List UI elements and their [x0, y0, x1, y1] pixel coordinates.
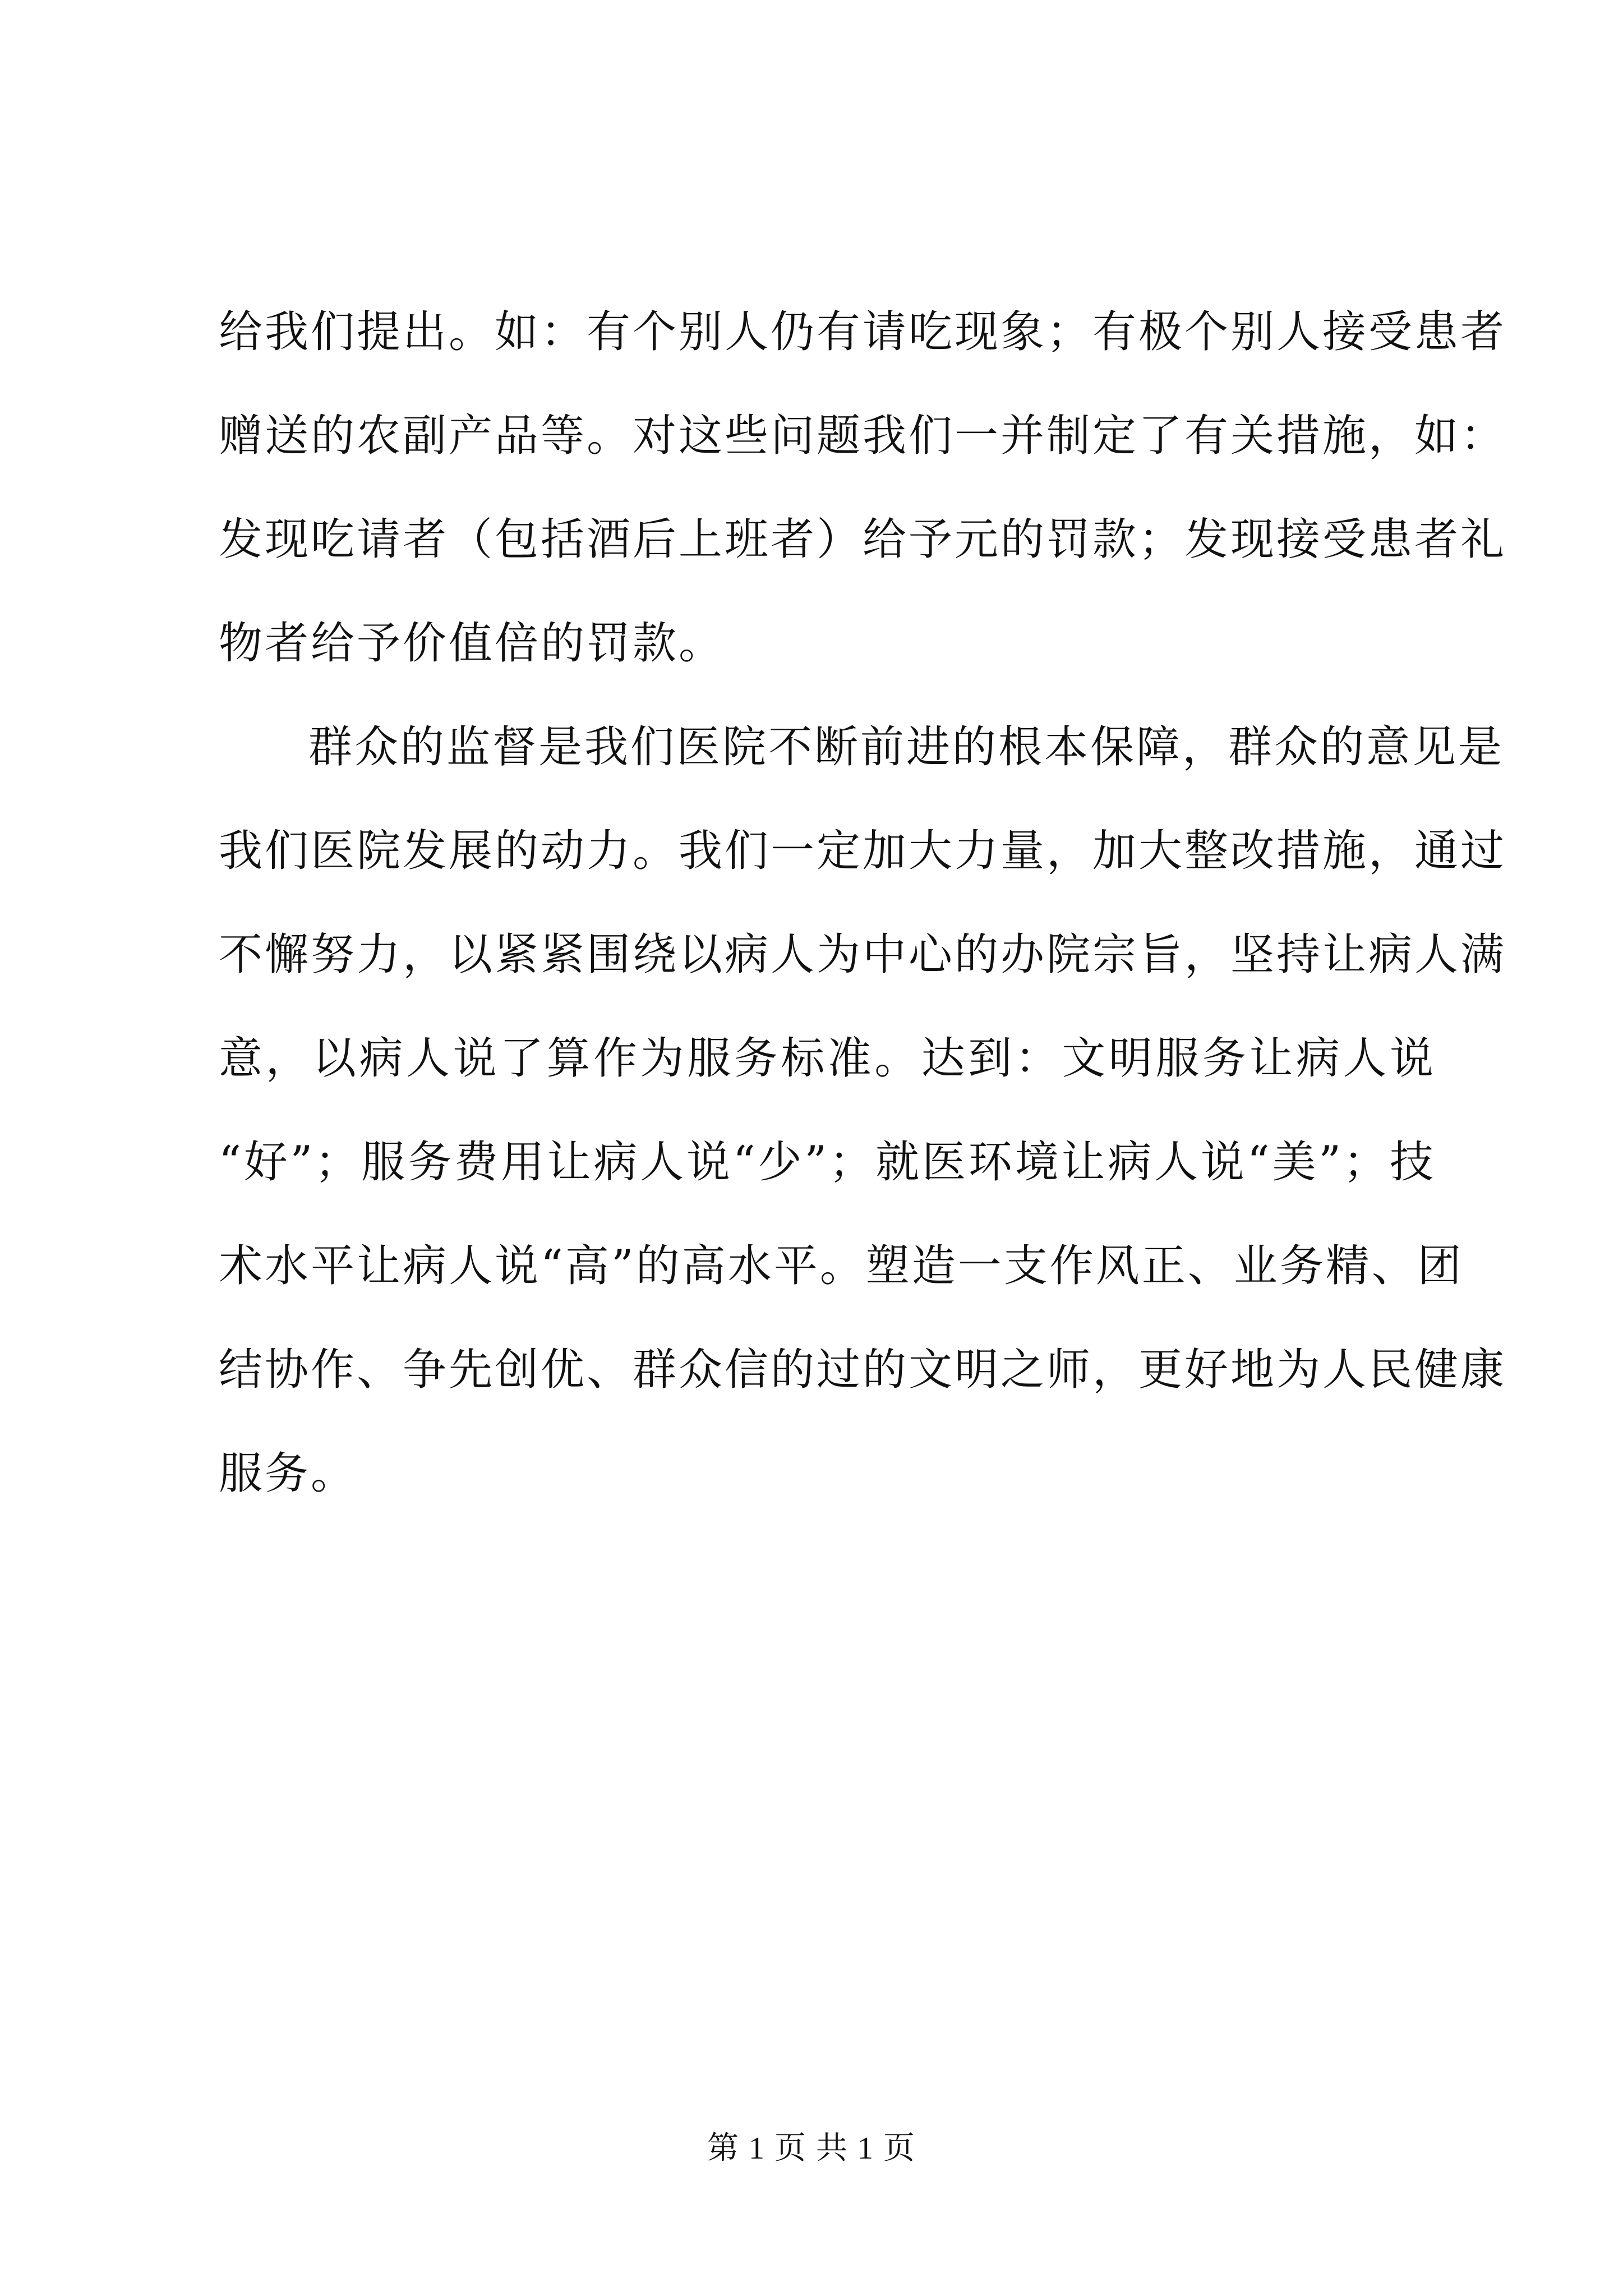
- paragraph-2-line-2: 我们医院发展的动力。我们一定加大力量，加大整改措施，通过: [219, 826, 1507, 876]
- paragraph-2-line-6: 术水平让病人说“高”的高水平。塑造一支作风正、业务精、团: [219, 1241, 1464, 1291]
- paragraph-1-line-3: 发现吃请者（包括酒后上班者）给予元的罚款；发现接受患者礼: [219, 514, 1507, 565]
- paragraph-1-line-4: 物者给予价值倍的罚款。: [219, 618, 725, 669]
- document-body: [219, 280, 1507, 1526]
- paragraph-2-line-4: 意，以病人说了算作为服务标准。达到：文明服务让病人说: [219, 1033, 1436, 1084]
- paragraph-2-line-3: 不懈努力，以紧紧围绕以病人为中心的办院宗旨，坚持让病人满: [219, 930, 1507, 980]
- paragraph-2-line-5: “好”；服务费用让病人说“少”；就医环境让病人说“美”；技: [219, 1137, 1436, 1188]
- paragraph-1-line-2: 赠送的农副产品等。对这些问题我们一并制定了有关措施，如：: [219, 411, 1507, 461]
- paragraph-2-line-7: 结协作、争先创优、群众信的过的文明之师，更好地为人民健康: [219, 1345, 1507, 1395]
- paragraph-2-line-8: 服务。: [219, 1448, 357, 1499]
- paragraph-1-line-1: 给我们提出。如：有个别人仍有请吃现象；有极个别人接受患者: [219, 307, 1507, 357]
- page-footer: 第 1 页 共 1 页: [707, 2131, 916, 2166]
- paragraph-2-line-1: 群众的监督是我们医院不断前进的根本保障，群众的意见是: [308, 722, 1505, 772]
